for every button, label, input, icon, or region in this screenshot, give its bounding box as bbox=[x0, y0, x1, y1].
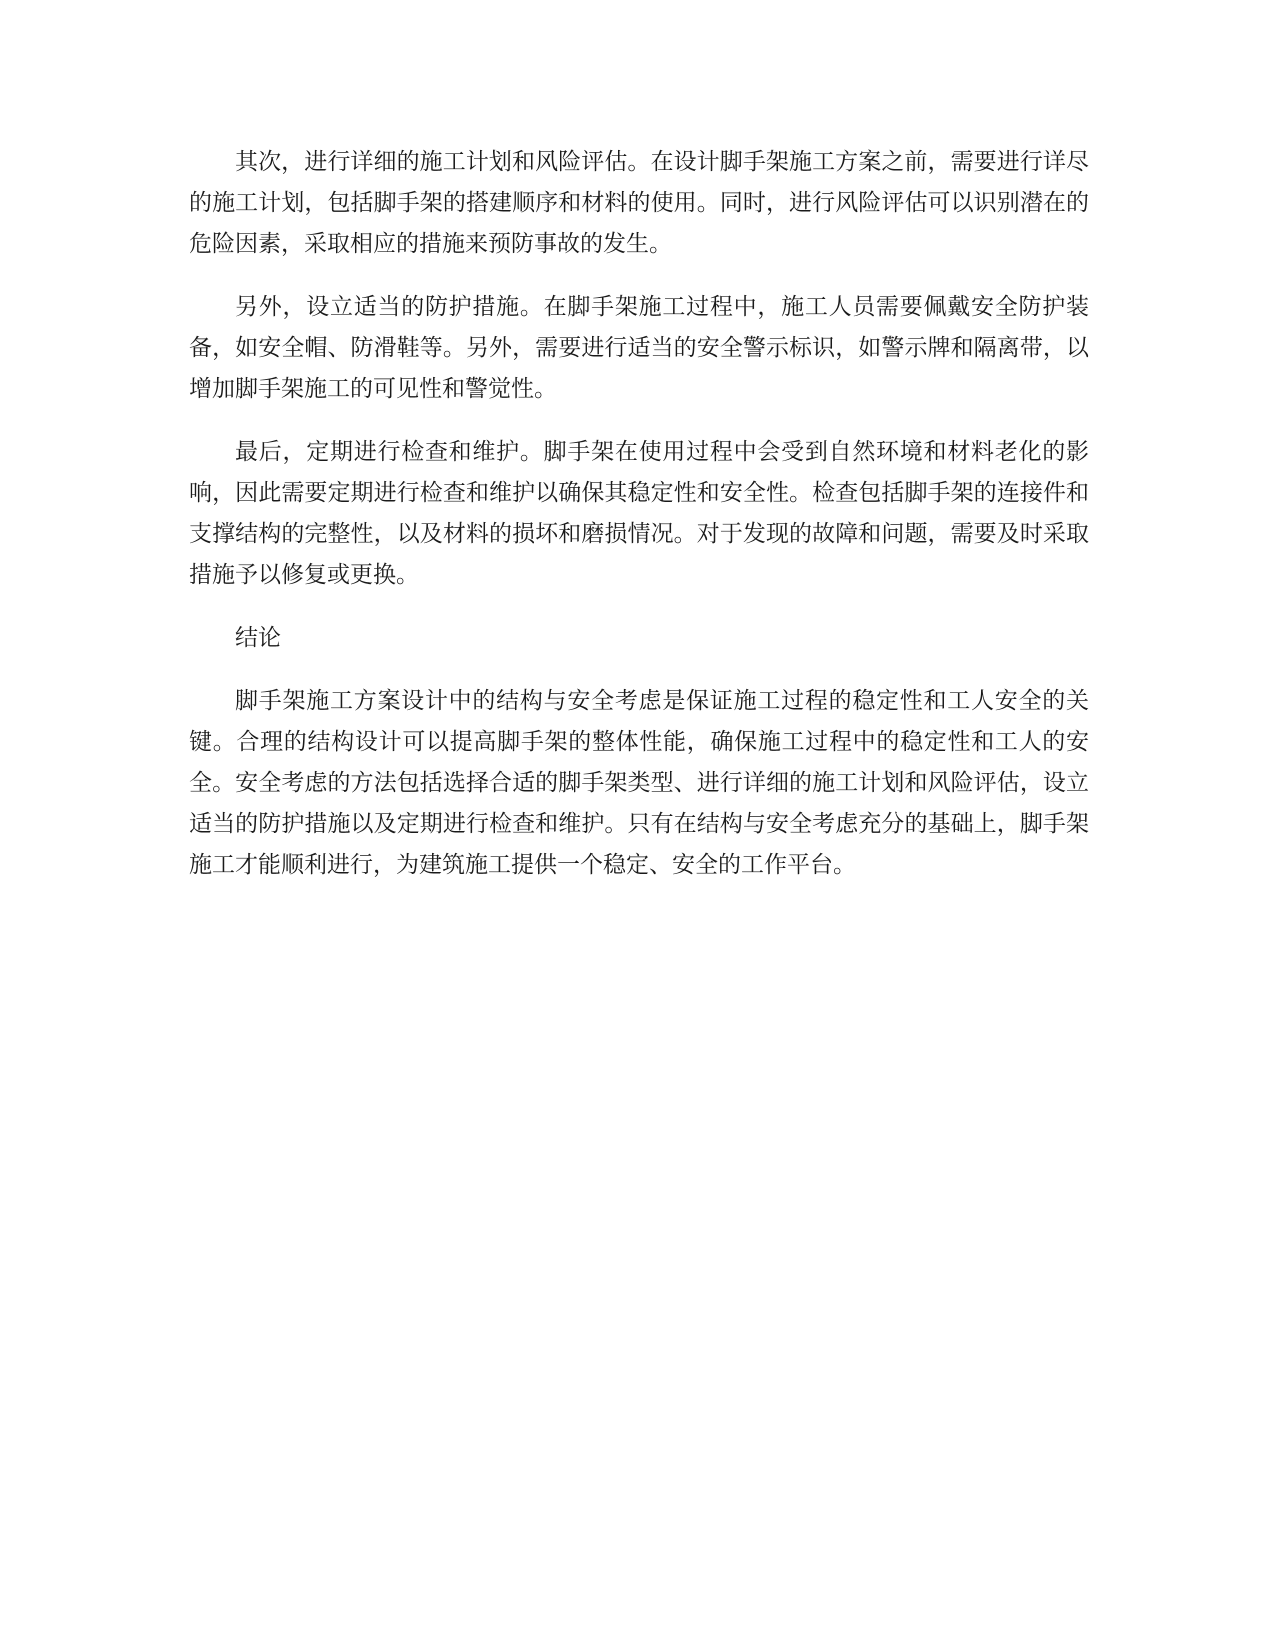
document-body bbox=[189, 142, 1089, 908]
paragraph-conclusion: 脚手架施工方案设计中的结构与安全考虑是保证施工过程的稳定性和工人安全的关键。合理的结构设计可以提高脚手架的整体性能，确保施工过程中的稳定性和工人的安全。安全考虑的方法包括选择合适的脚手架类型、进行详细的施工计划和风险评估，设立适当的防护措施以及定期进行检查和维护。只有在结构与安全考虑充分的基础上，脚手架施工才能顺利进行，为建筑施工提供一个稳定、安全的工作平台。 bbox=[189, 688, 1089, 878]
paragraph-protective-measures: 另外，设立适当的防护措施。在脚手架施工过程中，施工人员需要佩戴安全防护装备，如安全帽、防滑鞋等。另外，需要进行适当的安全警示标识，如警示牌和隔离带，以增加脚手架施工的可见性和警觉性。 bbox=[189, 294, 1089, 402]
conclusion-heading: 结论 bbox=[235, 625, 281, 651]
paragraph-planning-risk: 其次，进行详细的施工计划和风险评估。在设计脚手架施工方案之前，需要进行详尽的施工计划，包括脚手架的搭建顺序和材料的使用。同时，进行风险评估可以识别潜在的危险因素，采取相应的措施来预防事故的发生。 bbox=[189, 149, 1089, 257]
paragraph-inspection-maintenance: 最后，定期进行检查和维护。脚手架在使用过程中会受到自然环境和材料老化的影响，因此需要定期进行检查和维护以确保其稳定性和安全性。检查包括脚手架的连接件和支撑结构的完整性，以及材料的损坏和磨损情况。对于发现的故障和问题，需要及时采取措施予以修复或更换。 bbox=[189, 439, 1089, 588]
